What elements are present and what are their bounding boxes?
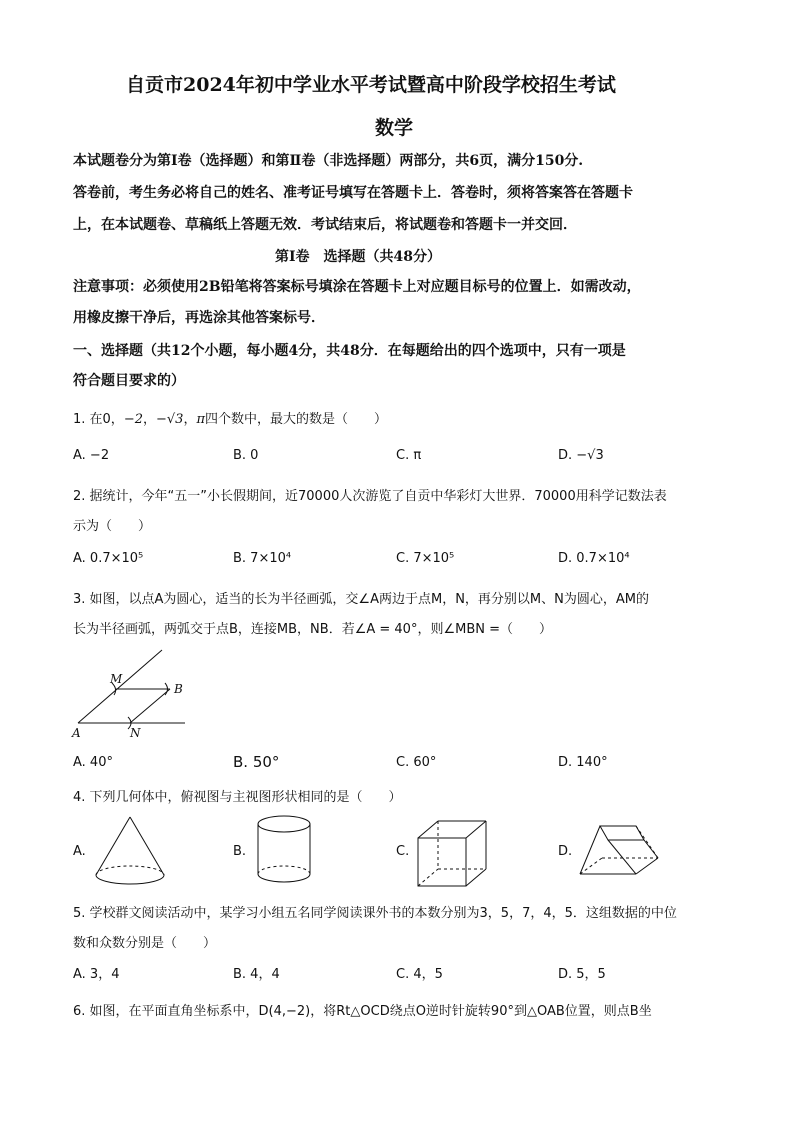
part-heading-2: 符合题目要求的） xyxy=(73,373,185,389)
q1-prefix: 1. 在0， xyxy=(73,412,124,427)
q3-option-c[interactable]: C. 60° xyxy=(396,755,437,770)
label-M: M xyxy=(110,672,123,686)
q1-option-a[interactable]: A. −2 xyxy=(73,448,110,463)
intro-line-1: 本试题卷分为第Ⅰ卷（选择题）和第Ⅱ卷（非选择题）两部分，共6页，满分150分. xyxy=(73,153,584,169)
q1-sep: ， xyxy=(142,412,156,427)
question-5-line-1: 5. 学校群文阅读活动中，某学习小组五名同学阅读课外书的本数分别为3，5，7，4，5．这组数据的中位 xyxy=(73,906,677,921)
label-N: N xyxy=(130,726,141,740)
q2-option-d[interactable]: D. 0.7×10⁴ xyxy=(558,551,630,566)
label-B: B xyxy=(174,682,183,696)
q1-suffix: 四个数中，最大的数是（ ） xyxy=(205,412,388,427)
cube-figure[interactable] xyxy=(415,818,495,898)
question-2-line-2: 示为（ ） xyxy=(73,519,152,534)
question-3-line-2: 长为半径画弧，两弧交于点B，连接MB，NB．若∠A = 40°，则∠MBN =（ ） xyxy=(73,622,552,637)
question-6-line-1: 6. 如图，在平面直角坐标系中，D(4,−2)，将Rt△OCD绕点O逆时针旋转90°到△OAB位置，则点B坐 xyxy=(73,1004,652,1019)
exam-title: 自贡市2024年初中学业水平考试暨高中阶段学校招生考试 xyxy=(126,74,616,96)
q1-number-neg2: −2 xyxy=(123,412,143,427)
question-5-line-2: 数和众数分别是（ ） xyxy=(73,936,217,951)
section-heading: 第Ⅰ卷 选择题（共48分） xyxy=(275,249,442,265)
q2-option-a[interactable]: A. 0.7×10⁵ xyxy=(73,551,144,566)
question-2-line-1: 2. 据统计，今年“五一”小长假期间，近70000人次游览了自贡中华彩灯大世界．70000用科学记数法表 xyxy=(73,489,667,504)
question-3-line-1: 3. 如图，以点A为圆心，适当的长为半径画弧，交∠A两边于点M，N，再分别以M、N为圆心，AM的 xyxy=(73,592,649,607)
q1-sep: ， xyxy=(183,412,197,427)
q1-number-pi: π xyxy=(196,412,206,427)
question-1 xyxy=(73,408,387,427)
notice-line-1: 注意事项：必须使用2B铅笔将答案标号填涂在答题卡上对应题目标号的位置上．如需改动， xyxy=(73,279,641,295)
subject-title: 数学 xyxy=(375,117,414,139)
q1-option-d[interactable]: D. −√3 xyxy=(558,448,604,463)
frustum-figure[interactable] xyxy=(578,822,668,892)
label-A: A xyxy=(72,726,81,740)
q3-rhombus-figure xyxy=(70,645,200,745)
cone-figure[interactable] xyxy=(92,815,172,895)
cylinder-figure[interactable] xyxy=(254,812,324,892)
q1-option-b[interactable]: B. 0 xyxy=(233,448,259,463)
part-heading-1: 一、选择题（共12个小题，每小题4分，共48分．在每题给出的四个选项中，只有一项是 xyxy=(73,343,626,359)
q4-option-c-label[interactable]: C. xyxy=(396,844,410,859)
q5-option-a[interactable]: A. 3，4 xyxy=(73,967,120,982)
q5-option-b[interactable]: B. 4，4 xyxy=(233,967,280,982)
q1-option-c[interactable]: C. π xyxy=(396,448,422,463)
q4-option-b-label[interactable]: B. xyxy=(233,844,247,859)
q2-option-b[interactable]: B. 7×10⁴ xyxy=(233,551,292,566)
q3-option-b[interactable]: B. 50° xyxy=(233,753,280,771)
q3-option-d[interactable]: D. 140° xyxy=(558,755,608,770)
intro-line-2: 答卷前，考生务必将自己的姓名、准考证号填写在答题卡上．答卷时，须将答案答在答题卡 xyxy=(73,185,633,201)
q5-option-c[interactable]: C. 4，5 xyxy=(396,967,443,982)
intro-line-3: 上，在本试题卷、草稿纸上答题无效．考试结束后，将试题卷和答题卡一并交回． xyxy=(73,217,577,233)
q2-option-c[interactable]: C. 7×10⁵ xyxy=(396,551,455,566)
q1-number-neg-sqrt3: −√3 xyxy=(156,412,184,427)
q4-option-a-label[interactable]: A. xyxy=(73,844,86,859)
q3-option-a[interactable]: A. 40° xyxy=(73,755,113,770)
notice-line-2: 用橡皮擦干净后，再选涂其他答案标号． xyxy=(73,310,325,326)
q4-option-d-label[interactable]: D. xyxy=(558,844,573,859)
q5-option-d[interactable]: D. 5，5 xyxy=(558,967,606,982)
question-4: 4. 下列几何体中，俯视图与主视图形状相同的是（ ） xyxy=(73,790,402,805)
